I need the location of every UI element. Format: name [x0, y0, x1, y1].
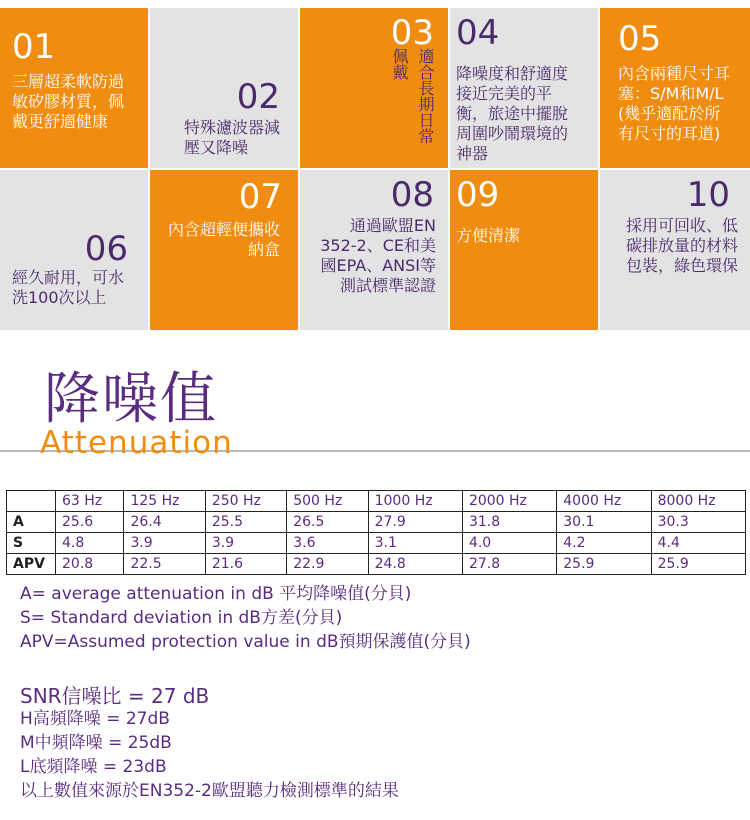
- table-cell: 25.5: [205, 512, 286, 533]
- table-cell: 22.5: [124, 554, 205, 575]
- table-cell: 20.8: [56, 554, 124, 575]
- snr-source: 以上數值來源於EN352-2歐盟聽力檢測標準的結果: [20, 781, 399, 801]
- table-cell: 21.6: [205, 554, 286, 575]
- table-cell: 30.1: [557, 512, 651, 533]
- table-cell: 3.6: [287, 533, 368, 554]
- table-cell: 3.9: [205, 533, 286, 554]
- table-header-cell: 4000 Hz: [557, 491, 651, 512]
- section-title-en: Attenuation: [40, 425, 233, 461]
- feature-number: 02: [236, 77, 280, 117]
- table-cell: 3.9: [124, 533, 205, 554]
- table-cell: 26.4: [124, 512, 205, 533]
- table-cell: 30.3: [651, 512, 745, 533]
- table-row: [7, 512, 746, 533]
- feature-09: [450, 170, 598, 330]
- feature-02: [150, 8, 298, 168]
- table-header-cell: 250 Hz: [205, 491, 286, 512]
- table-header-cell: 8000 Hz: [651, 491, 745, 512]
- feature-03: [300, 8, 448, 168]
- feature-number: 08: [390, 175, 434, 215]
- feature-grid: [0, 8, 750, 330]
- feature-text: 內含兩種尺寸耳塞：S/M和M/L (幾乎適配於所有尺寸的耳道): [618, 64, 731, 143]
- feature-number: 09: [456, 175, 500, 215]
- snr-high: H高頻降噪 = 27dB: [20, 709, 170, 729]
- feature-text: 方便清潔: [456, 226, 521, 245]
- table-cell: 3.1: [368, 533, 462, 554]
- table-row-label: A: [7, 512, 56, 533]
- feature-text: 內含超輕便攜收納盒: [167, 220, 280, 259]
- feature-number: 04: [456, 13, 500, 53]
- feature-text: 降噪度和舒適度接近完美的平衡，旅途中擺脫周圍吵鬧環境的神器: [456, 64, 569, 163]
- feature-text: 通過歐盟EN 352-2、CE和美國EPA、ANSI等測試標準認證: [320, 216, 436, 295]
- table-header-cell: 1000 Hz: [368, 491, 462, 512]
- table-cell: 25.9: [651, 554, 745, 575]
- snr-mid: M中頻降噪 = 25dB: [20, 733, 172, 753]
- table-cell: 24.8: [368, 554, 462, 575]
- note-s: S= Standard deviation in dB方差(分貝): [20, 608, 343, 628]
- feature-number: 07: [238, 177, 282, 217]
- table-header-cell: 125 Hz: [124, 491, 205, 512]
- feature-number: 01: [12, 27, 56, 67]
- feature-number: 03: [390, 13, 434, 53]
- feature-text: 適合長期日常: [416, 48, 435, 144]
- feature-number: 06: [84, 229, 128, 269]
- table-cell: 25.6: [56, 512, 124, 533]
- table-cell: 26.5: [287, 512, 368, 533]
- table-header-cell: 63 Hz: [56, 491, 124, 512]
- feature-06: [0, 170, 148, 330]
- feature-07: [150, 170, 298, 330]
- table-header-cell: [7, 491, 56, 512]
- feature-05: [600, 8, 750, 168]
- snr-low: L底頻降噪 = 23dB: [20, 757, 167, 777]
- table-cell: 4.8: [56, 533, 124, 554]
- table-cell: 25.9: [557, 554, 651, 575]
- feature-10: [600, 170, 750, 330]
- table-row-label: APV: [7, 554, 56, 575]
- table-cell: 31.8: [462, 512, 556, 533]
- table-cell: 22.9: [287, 554, 368, 575]
- feature-number: 10: [686, 175, 730, 215]
- snr-value: SNR信噪比 = 27 dB: [20, 684, 210, 708]
- feature-text: 三層超柔軟防過敏矽膠材質，佩戴更舒適健康: [12, 72, 125, 131]
- feature-text: 經久耐用，可水洗100次以上: [12, 268, 125, 307]
- table-cell: 27.9: [368, 512, 462, 533]
- note-a: A= average attenuation in dB 平均降噪值(分貝): [20, 584, 412, 604]
- feature-text: 佩戴: [390, 48, 409, 80]
- table-row-label: S: [7, 533, 56, 554]
- attenuation-table: [6, 490, 746, 575]
- table-row: [7, 533, 746, 554]
- table-cell: 4.4: [651, 533, 745, 554]
- table-header-cell: 500 Hz: [287, 491, 368, 512]
- table-cell: 4.2: [557, 533, 651, 554]
- section-title-cn: 降噪值: [44, 367, 218, 432]
- table-row: [7, 554, 746, 575]
- feature-number: 05: [618, 19, 662, 59]
- feature-08: [300, 170, 448, 330]
- feature-text: 採用可回收、低碳排放量的材料包裝，綠色環保: [625, 216, 738, 275]
- table-header-cell: 2000 Hz: [462, 491, 556, 512]
- table-cell: 4.0: [462, 533, 556, 554]
- feature-01: [0, 8, 148, 168]
- note-apv: APV=Assumed protection value in dB預期保護值(分貝): [20, 632, 471, 652]
- feature-text: 特殊濾波器減壓又降噪: [184, 118, 281, 157]
- table-cell: 27.8: [462, 554, 556, 575]
- table-header-row: [7, 491, 746, 512]
- feature-04: [450, 8, 598, 168]
